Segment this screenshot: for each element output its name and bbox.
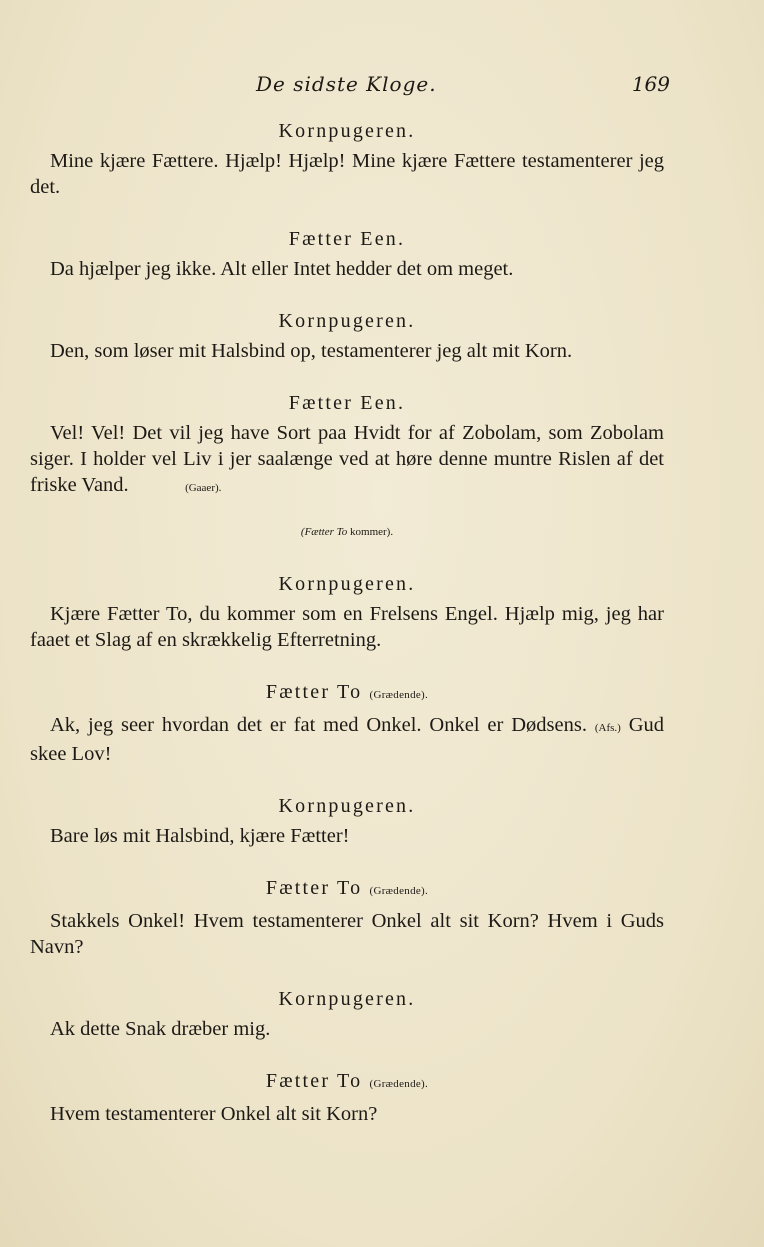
speaker-heading: Fætter Een. (288, 392, 406, 414)
stage-direction: (Gaaer). (185, 482, 222, 494)
speaker-heading: Fætter To (Grædende). (265, 877, 429, 899)
speaker-heading: Fætter To (Grædende). (265, 1070, 429, 1092)
speaker-heading: Kornpugeren. (278, 120, 416, 142)
speech: Mine kjære Fættere. Hjælp! Hjælp! Mine kjære Fættere testamenterer jeg det. (30, 150, 664, 198)
speech: Vel! Vel! Det vil jeg have Sort paa Hvidt for af Zobolam, som Zobolam siger. I holder vel Liv i jer saalænge ved at høre denne muntre Rislen af det friske Vand. (Gaaer). (30, 422, 664, 496)
page-number: 169 (631, 72, 670, 96)
speech: Bare løs mit Halsbind, kjære Fætter! (50, 825, 350, 847)
speech: Da hjælper jeg ikke. Alt eller Intet hedder det om meget. (50, 258, 514, 280)
running-title: De sidste Kloge. (256, 72, 437, 96)
speech: Ak dette Snak dræber mig. (50, 1018, 271, 1040)
speech: Hvem testamenterer Onkel alt sit Korn? (50, 1103, 378, 1125)
stage-direction-line: (Fætter To kommer). (300, 526, 394, 538)
speech: Ak, jeg seer hvordan det er fat med Onkel. Onkel er Dødsens. (Afs.) Gud skee Lov! (30, 714, 665, 765)
speaker-heading: Fætter Een. (288, 228, 406, 250)
speech: Kjære Fætter To, du kommer som en Frelsens Engel. Hjælp mig, jeg har faaet et Slag af en skrækkelig Efterretning. (30, 603, 664, 651)
stage-direction: (Afs.) (594, 722, 621, 734)
speech: Stakkels Onkel! Hvem testamenterer Onkel alt sit Korn? Hvem i Guds Navn? (30, 910, 664, 958)
play-text (30, 118, 664, 1153)
speaker-heading: Kornpugeren. (278, 795, 416, 817)
speaker-heading: Fætter To (Grædende). (265, 681, 429, 703)
page-header (30, 72, 670, 102)
speaker-heading: Kornpugeren. (278, 988, 416, 1010)
speech: Den, som løser mit Halsbind op, testamenterer jeg alt mit Korn. (50, 340, 573, 362)
speaker-heading: Kornpugeren. (278, 573, 416, 595)
speaker-heading: Kornpugeren. (278, 310, 416, 332)
